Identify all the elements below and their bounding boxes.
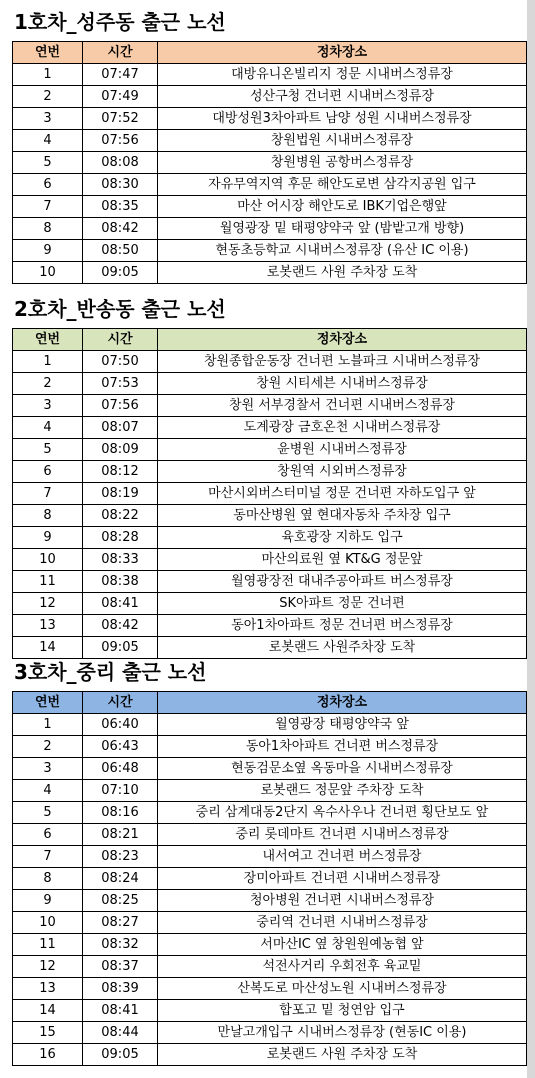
cell-seq: 1 <box>13 351 83 373</box>
cell-time: 09:05 <box>83 262 158 284</box>
header-time: 시간 <box>83 42 158 64</box>
cell-time: 07:52 <box>83 108 158 130</box>
header-time: 시간 <box>83 329 158 351</box>
cell-time: 09:05 <box>83 637 158 659</box>
header-stop: 정차장소 <box>158 329 527 351</box>
cell-stop: 마산시외버스터미널 정문 건너편 자하도입구 앞 <box>158 483 527 505</box>
table-row <box>13 461 527 483</box>
cell-seq: 1 <box>13 64 83 86</box>
cell-time: 08:25 <box>83 890 158 912</box>
cell-time: 06:40 <box>83 714 158 736</box>
cell-time: 08:35 <box>83 196 158 218</box>
cell-stop: 창원법원 시내버스정류장 <box>158 130 527 152</box>
cell-stop: 중리 롯데마트 건너편 시내버스정류장 <box>158 824 527 846</box>
header-seq: 연번 <box>13 42 83 64</box>
cell-time: 09:05 <box>83 1044 158 1066</box>
cell-seq: 7 <box>13 483 83 505</box>
cell-seq: 4 <box>13 780 83 802</box>
table-row <box>13 417 527 439</box>
cell-time: 08:42 <box>83 218 158 240</box>
cell-stop: 중리 삼계대동2단지 옥수사우나 건너편 횡단보도 앞 <box>158 802 527 824</box>
cell-time: 07:50 <box>83 351 158 373</box>
cell-seq: 9 <box>13 527 83 549</box>
table-row <box>13 196 527 218</box>
route-2-title: 2호차_반송동 출근 노선 <box>14 297 226 321</box>
cell-time: 08:08 <box>83 152 158 174</box>
cell-time: 08:21 <box>83 824 158 846</box>
cell-time: 06:48 <box>83 758 158 780</box>
table-row <box>13 868 527 890</box>
cell-stop: 성산구청 건너편 시내버스정류장 <box>158 86 527 108</box>
table-header-row <box>13 42 527 64</box>
table-row <box>13 395 527 417</box>
cell-time: 08:22 <box>83 505 158 527</box>
cell-seq: 7 <box>13 846 83 868</box>
sheet-scroll-edge <box>527 0 535 1078</box>
header-stop: 정차장소 <box>158 692 527 714</box>
cell-stop: 마산의료원 옆 KT&G 정문앞 <box>158 549 527 571</box>
cell-seq: 1 <box>13 714 83 736</box>
cell-seq: 7 <box>13 196 83 218</box>
header-time: 시간 <box>83 692 158 714</box>
cell-seq: 8 <box>13 505 83 527</box>
cell-stop: 자유무역지역 후문 해안도로변 삼각지공원 입구 <box>158 174 527 196</box>
cell-seq: 4 <box>13 417 83 439</box>
cell-stop: 로봇랜드 사원주차장 도착 <box>158 637 527 659</box>
route-1-section <box>12 5 526 284</box>
cell-seq: 10 <box>13 262 83 284</box>
cell-time: 08:07 <box>83 417 158 439</box>
table-row <box>13 846 527 868</box>
cell-stop: 장미아파트 건너편 시내버스정류장 <box>158 868 527 890</box>
cell-seq: 2 <box>13 373 83 395</box>
cell-seq: 3 <box>13 758 83 780</box>
cell-seq: 9 <box>13 890 83 912</box>
cell-time: 08:32 <box>83 934 158 956</box>
table-header-row <box>13 692 527 714</box>
cell-stop: 석전사거리 우회전후 육교밑 <box>158 956 527 978</box>
cell-time: 08:23 <box>83 846 158 868</box>
cell-stop: 월영광장전 대내주공아파트 버스정류장 <box>158 571 527 593</box>
table-row <box>13 240 527 262</box>
header-seq: 연번 <box>13 692 83 714</box>
cell-stop: 창원 서부경찰서 건너편 시내버스정류장 <box>158 395 527 417</box>
table-row <box>13 174 527 196</box>
table-row <box>13 549 527 571</box>
table-row <box>13 780 527 802</box>
table-row <box>13 373 527 395</box>
cell-stop: 대방성원3차아파트 남양 성원 시내버스정류장 <box>158 108 527 130</box>
cell-time: 08:39 <box>83 978 158 1000</box>
table-row <box>13 802 527 824</box>
cell-time: 06:43 <box>83 736 158 758</box>
table-row <box>13 108 527 130</box>
cell-seq: 13 <box>13 978 83 1000</box>
cell-time: 08:44 <box>83 1022 158 1044</box>
cell-stop: 동마산병원 옆 현대자동차 주차장 입구 <box>158 505 527 527</box>
cell-seq: 6 <box>13 824 83 846</box>
cell-stop: 로봇랜드 사원 주차장 도착 <box>158 1044 527 1066</box>
cell-time: 08:19 <box>83 483 158 505</box>
table-row <box>13 86 527 108</box>
cell-time: 08:42 <box>83 615 158 637</box>
cell-time: 08:33 <box>83 549 158 571</box>
table-row <box>13 351 527 373</box>
cell-seq: 10 <box>13 549 83 571</box>
table-row <box>13 824 527 846</box>
route-3-table <box>12 691 527 1066</box>
cell-time: 07:10 <box>83 780 158 802</box>
cell-time: 08:27 <box>83 912 158 934</box>
cell-seq: 16 <box>13 1044 83 1066</box>
cell-seq: 6 <box>13 174 83 196</box>
cell-time: 08:30 <box>83 174 158 196</box>
cell-seq: 6 <box>13 461 83 483</box>
cell-stop: 산복도로 마산성노원 시내버스정류장 <box>158 978 527 1000</box>
table-row <box>13 714 527 736</box>
table-row <box>13 152 527 174</box>
cell-time: 08:12 <box>83 461 158 483</box>
cell-stop: 로봇랜드 정문앞 주차장 도착 <box>158 780 527 802</box>
header-stop: 정차장소 <box>158 42 527 64</box>
table-row <box>13 1022 527 1044</box>
cell-seq: 10 <box>13 912 83 934</box>
route-1-title: 1호차_성주동 출근 노선 <box>14 10 226 34</box>
table-row <box>13 912 527 934</box>
cell-seq: 11 <box>13 934 83 956</box>
cell-stop: 현동초등학교 시내버스정류장 (유산 IC 이용) <box>158 240 527 262</box>
cell-seq: 2 <box>13 86 83 108</box>
cell-time: 08:16 <box>83 802 158 824</box>
cell-time: 08:41 <box>83 1000 158 1022</box>
cell-time: 08:38 <box>83 571 158 593</box>
cell-stop: SK아파트 정문 건너편 <box>158 593 527 615</box>
cell-stop: 로봇랜드 사원 주차장 도착 <box>158 262 527 284</box>
cell-stop: 창원종합운동장 건너편 노블파크 시내버스정류장 <box>158 351 527 373</box>
cell-time: 07:53 <box>83 373 158 395</box>
cell-seq: 11 <box>13 571 83 593</box>
cell-time: 07:49 <box>83 86 158 108</box>
table-header-row <box>13 329 527 351</box>
cell-stop: 청아병원 건너편 시내버스정류장 <box>158 890 527 912</box>
header-seq: 연번 <box>13 329 83 351</box>
cell-seq: 8 <box>13 218 83 240</box>
cell-seq: 12 <box>13 956 83 978</box>
cell-seq: 8 <box>13 868 83 890</box>
cell-time: 07:47 <box>83 64 158 86</box>
table-row <box>13 758 527 780</box>
cell-seq: 4 <box>13 130 83 152</box>
table-row <box>13 934 527 956</box>
cell-stop: 마산 어시장 해안도로 IBK기업은행앞 <box>158 196 527 218</box>
cell-seq: 13 <box>13 615 83 637</box>
cell-stop: 창원역 시외버스정류장 <box>158 461 527 483</box>
cell-time: 08:24 <box>83 868 158 890</box>
cell-stop: 육호광장 지하도 입구 <box>158 527 527 549</box>
cell-stop: 도계광장 금호온천 시내버스정류장 <box>158 417 527 439</box>
cell-stop: 현동검문소옆 옥동마을 시내버스정류장 <box>158 758 527 780</box>
table-row <box>13 593 527 615</box>
route-2-section <box>12 292 526 659</box>
table-row <box>13 1000 527 1022</box>
table-row <box>13 527 527 549</box>
table-row <box>13 736 527 758</box>
cell-seq: 5 <box>13 802 83 824</box>
cell-stop: 중리역 건너편 시내버스정류장 <box>158 912 527 934</box>
cell-seq: 14 <box>13 637 83 659</box>
table-row <box>13 956 527 978</box>
cell-time: 07:56 <box>83 395 158 417</box>
cell-stop: 동아1차아파트 건너편 버스정류장 <box>158 736 527 758</box>
cell-seq: 9 <box>13 240 83 262</box>
cell-stop: 월영광장 밑 태평양약국 앞 (밤밭고개 방향) <box>158 218 527 240</box>
route-1-table <box>12 41 527 284</box>
table-row <box>13 483 527 505</box>
table-row <box>13 890 527 912</box>
cell-stop: 창원병원 공항버스정류장 <box>158 152 527 174</box>
table-row <box>13 262 527 284</box>
cell-stop: 월영광장 태평양약국 앞 <box>158 714 527 736</box>
cell-stop: 동아1차아파트 정문 건너편 버스정류장 <box>158 615 527 637</box>
cell-time: 08:28 <box>83 527 158 549</box>
cell-stop: 내서여고 건너편 버스정류장 <box>158 846 527 868</box>
table-row <box>13 218 527 240</box>
table-row <box>13 1044 527 1066</box>
cell-stop: 대방유니온빌리지 정문 시내버스정류장 <box>158 64 527 86</box>
cell-seq: 3 <box>13 395 83 417</box>
cell-seq: 2 <box>13 736 83 758</box>
cell-time: 08:50 <box>83 240 158 262</box>
cell-seq: 5 <box>13 152 83 174</box>
cell-time: 08:37 <box>83 956 158 978</box>
cell-time: 08:41 <box>83 593 158 615</box>
route-2-table <box>12 328 527 659</box>
cell-time: 07:56 <box>83 130 158 152</box>
table-row <box>13 615 527 637</box>
cell-stop: 합포고 밑 청연암 입구 <box>158 1000 527 1022</box>
cell-stop: 창원 시티세븐 시내버스정류장 <box>158 373 527 395</box>
table-row <box>13 439 527 461</box>
cell-seq: 5 <box>13 439 83 461</box>
cell-stop: 윤병원 시내버스정류장 <box>158 439 527 461</box>
table-row <box>13 978 527 1000</box>
cell-time: 08:09 <box>83 439 158 461</box>
route-3-title: 3호차_중리 출근 노선 <box>14 660 207 684</box>
table-row <box>13 505 527 527</box>
cell-seq: 15 <box>13 1022 83 1044</box>
cell-stop: 만날고개입구 시내버스정류장 (현동IC 이용) <box>158 1022 527 1044</box>
table-row <box>13 130 527 152</box>
table-row <box>13 64 527 86</box>
route-3-section <box>12 655 526 1066</box>
table-row <box>13 571 527 593</box>
cell-seq: 3 <box>13 108 83 130</box>
cell-seq: 12 <box>13 593 83 615</box>
cell-stop: 서마산IC 옆 창원원예농협 앞 <box>158 934 527 956</box>
cell-seq: 14 <box>13 1000 83 1022</box>
